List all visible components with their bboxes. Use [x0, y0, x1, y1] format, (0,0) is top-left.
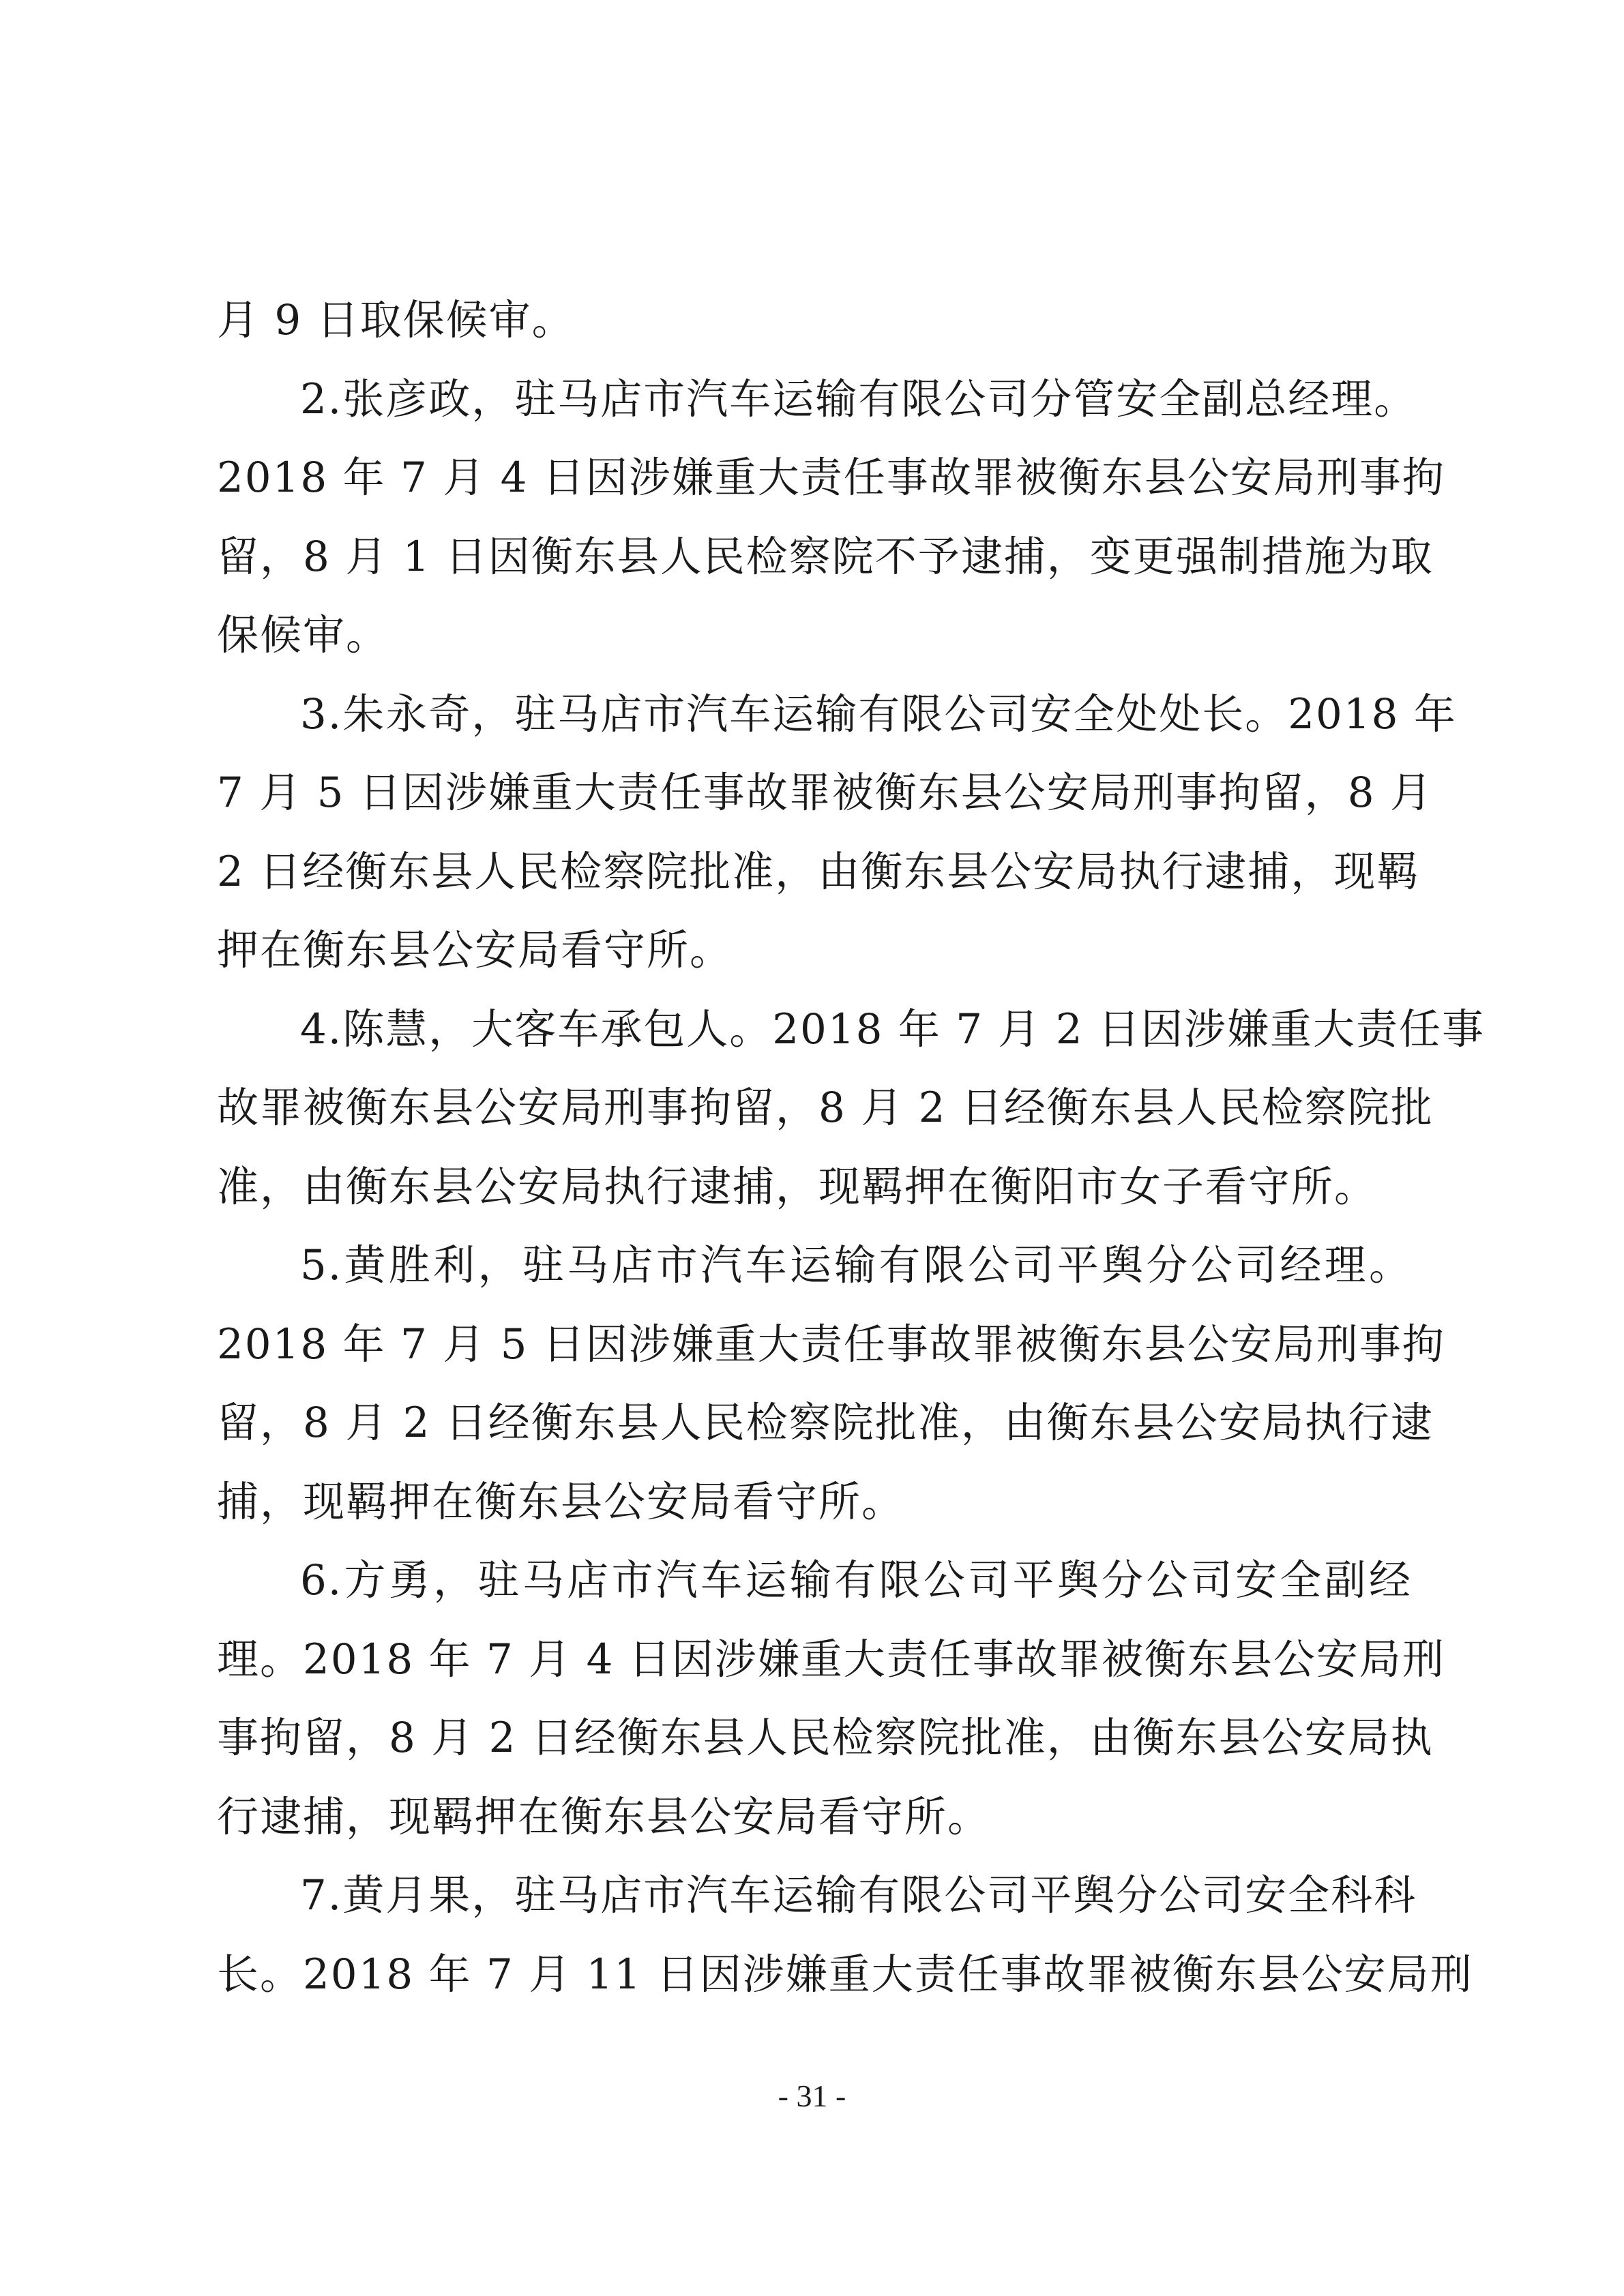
text-line: 2 日经衡东县人民检察院批准，由衡东县公安局执行逮捕，现羁 [217, 847, 1420, 896]
text-line: 4.陈慧，大客车承包人。2018 年 7 月 2 日因涉嫌重大责任事 [300, 1004, 1486, 1054]
text-line: 7 月 5 日因涉嫌重大责任事故罪被衡东县公安局刑事拘留，8 月 [217, 769, 1433, 817]
body-text [217, 281, 1486, 2014]
text-line: 事拘留，8 月 2 日经衡东县人民检察院批准，由衡东县公安局执 [217, 1714, 1434, 1762]
text-line: 7.黄月果，驻马店市汽车运输有限公司平舆分公司安全科科 [300, 1871, 1417, 1920]
text-line: 2.张彦政，驻马店市汽车运输有限公司分管安全副总经理。 [300, 374, 1417, 423]
text-line: 3.朱永奇，驻马店市汽车运输有限公司安全处处长。2018 年 [300, 689, 1457, 739]
text-line: 押在衡东县公安局看守所。 [217, 926, 733, 974]
text-line: 留，8 月 1 日因衡东县人民检察院不予逮捕，变更强制措施为取 [217, 532, 1434, 581]
text-line: 6.方勇，驻马店市汽车运输有限公司平舆分公司安全副经 [300, 1556, 1412, 1605]
page-number: - 31 - [778, 2078, 846, 2113]
text-line: 故罪被衡东县公安局刑事拘留，8 月 2 日经衡东县人民检察院批 [217, 1084, 1434, 1132]
text-line: 行逮捕，现羁押在衡东县公安局看守所。 [217, 1792, 991, 1841]
text-line: 留，8 月 2 日经衡东县人民检察院批准，由衡东县公安局执行逮 [217, 1399, 1434, 1447]
text-line: 捕，现羁押在衡东县公安局看守所。 [217, 1477, 905, 1526]
text-line: 长。2018 年 7 月 11 日因涉嫌重大责任事故罪被衡东县公安局刑 [217, 1950, 1473, 1999]
text-line: 理。2018 年 7 月 4 日因涉嫌重大责任事故罪被衡东县公安局刑 [217, 1635, 1445, 1684]
text-line: 月 9 日取保候审。 [217, 296, 575, 344]
text-line: 2018 年 7 月 4 日因涉嫌重大责任事故罪被衡东县公安局刑事拘 [217, 453, 1445, 502]
text-line: 5.黄胜利，驻马店市汽车运输有限公司平舆分公司经理。 [300, 1241, 1412, 1289]
text-line: 2018 年 7 月 5 日因涉嫌重大责任事故罪被衡东县公安局刑事拘 [217, 1320, 1445, 1369]
text-line: 准，由衡东县公安局执行逮捕，现羁押在衡阳市女子看守所。 [217, 1162, 1378, 1211]
text-line: 保候审。 [217, 611, 389, 659]
